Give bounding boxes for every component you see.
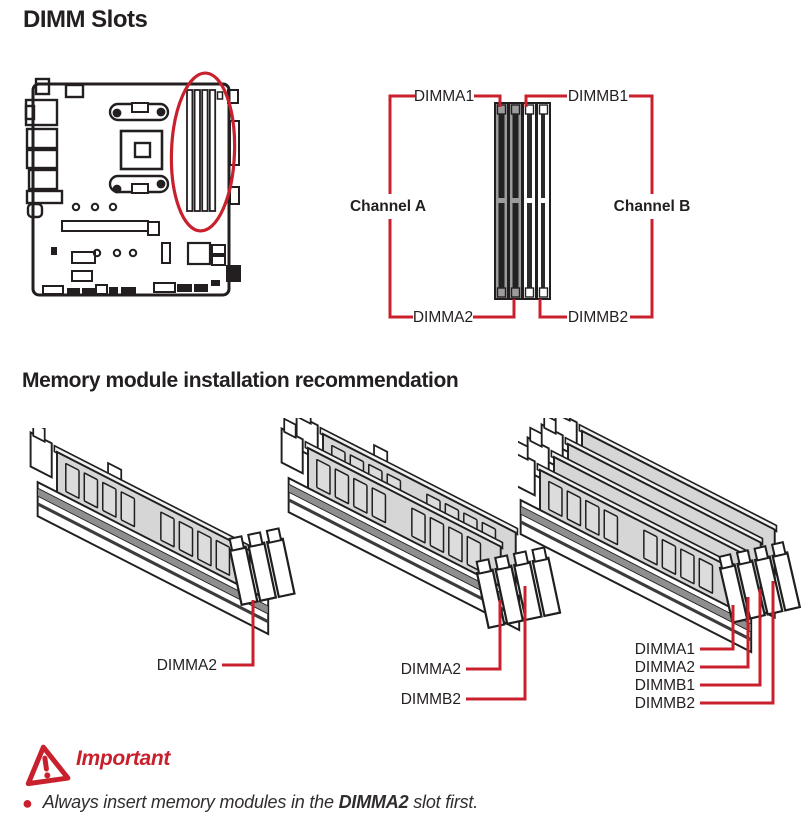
bullet-text-prefix: Always insert memory modules in the	[42, 792, 339, 812]
slot-dimma1	[495, 103, 508, 299]
expansion-slot	[62, 221, 159, 235]
callout-label-dimma2: DIMMA2	[634, 659, 695, 676]
slot-dimmb1	[523, 103, 536, 299]
bullet-text	[43, 792, 478, 813]
module-and-slot	[31, 428, 295, 634]
callout-label-dimmb1: DIMMB1	[634, 677, 695, 694]
bullet-text-bold: DIMMA2	[338, 792, 409, 812]
warning-icon	[20, 742, 72, 788]
bottom-headers	[43, 280, 220, 294]
important-bullet	[22, 792, 582, 815]
installation-section-title: Memory module installation recommendation	[22, 369, 459, 392]
callout-label-dimma1: DIMMA1	[634, 641, 695, 658]
slot-graphics	[495, 103, 550, 299]
label-dimmb2: DIMMB2	[567, 309, 629, 326]
callout-label-dimma2: DIMMA2	[400, 661, 461, 678]
rear-io-ports	[26, 100, 62, 217]
callout-label-dimmb2: DIMMB2	[634, 695, 695, 712]
motherboard-diagram	[20, 70, 250, 305]
bullet-text-suffix: slot first.	[408, 792, 479, 812]
label-dimmb1: DIMMB1	[567, 88, 629, 105]
label-dimma2: DIMMA2	[412, 309, 474, 326]
label-channel-b: Channel B	[613, 198, 690, 215]
dimm-slots-area	[187, 90, 223, 211]
dimm-channel-diagram	[345, 80, 690, 335]
callout-label-dimma2: DIMMA2	[156, 657, 217, 674]
illustration-one-module	[18, 428, 298, 683]
motherboard-outline	[26, 79, 241, 295]
slot-dimma2	[509, 103, 522, 299]
label-channel-a: Channel A	[349, 198, 427, 215]
modules-and-slot	[518, 418, 800, 652]
important-heading: Important	[76, 747, 171, 770]
label-dimma1: DIMMA1	[413, 88, 475, 105]
slot-dimmb2	[537, 103, 550, 299]
bullet-dot: ●	[22, 793, 33, 813]
illustration-four-modules	[518, 418, 805, 725]
cpu-socket	[110, 103, 168, 193]
callout-label-dimmb2: DIMMB2	[400, 691, 461, 708]
page-title: DIMM Slots	[23, 6, 148, 33]
